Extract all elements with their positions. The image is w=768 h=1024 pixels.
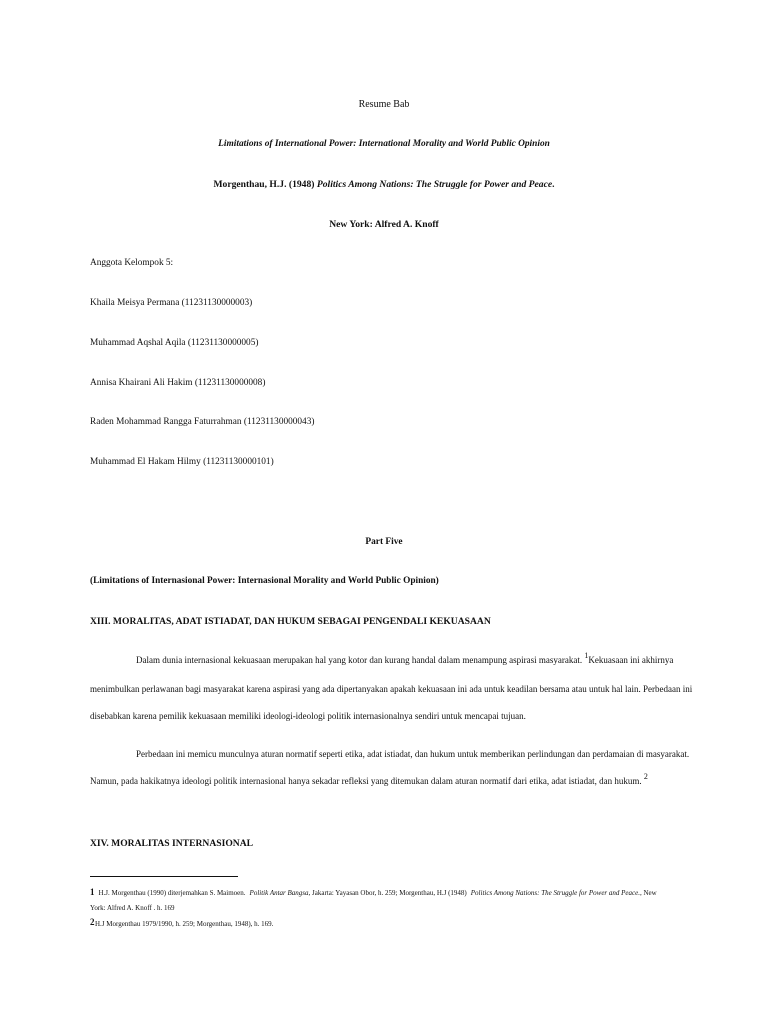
footnote-number: 2 <box>90 917 95 927</box>
footnote-text: , New <box>640 889 657 897</box>
paragraph-1-line-3: disebabkan karena pemilik kekuasaan memiliki ideologi-ideologi politik internasionalnya sendiri untuk mencapai tujuan. <box>90 711 526 721</box>
paragraph-2-line-1: Perbedaan ini memicu munculnya aturan normatif seperti etika, adat istiadat, dan hukum untuk memberikan perlindungan dan perdamaian di masyarakat. <box>136 749 690 759</box>
citation-line <box>0 179 768 190</box>
paragraph-text: Kekuasaan ini akhirnya <box>588 655 674 665</box>
member-item: Khaila Meisya Permana (11231130000003) <box>90 298 253 308</box>
footnote-text: Politics Among Nations: The Struggle for Power and Peace. <box>470 889 640 897</box>
footnote-2-text: H.J Morgenthau 1979/1990, h. 259; Morgenthau, 1948), h. 169. <box>95 920 274 928</box>
paragraph-1-line-2: menimbulkan perlawanan bagi masyarakat karena aspirasi yang ada dipertanyakan apakah kekuasaan ini ada untuk keadilan bersama atau untuk hal lain. Perbedaan ini <box>90 684 693 694</box>
member-item: Muhammad El Hakam Hilmy (11231130000101) <box>90 457 274 467</box>
publisher-line: New York: Alfred A. Knoff <box>329 219 439 230</box>
citation-end: . <box>552 179 555 190</box>
paragraph-2-line-2 <box>90 772 648 786</box>
footnote-ref-1[interactable]: 1 <box>584 651 589 660</box>
footnote-separator <box>90 876 238 877</box>
members-label: Anggota Kelompok 5: <box>90 258 174 268</box>
chapter-title: Limitations of International Power: International Morality and World Public Opinion <box>218 139 550 149</box>
footnote-text: , Jakarta: Yayasan Obor, h. 259; Morgenthau, H.J (1948) <box>308 889 467 897</box>
footnote-1 <box>90 882 657 900</box>
paragraph-1-line-1 <box>136 651 674 665</box>
footnote-text: H.J. Morgenthau (1990) diterjemahkan S. Maimoen. <box>98 889 246 897</box>
paragraph-text: Dalam dunia internasional kekuasaan merupakan hal yang kotor dan kurang handal dalam menampung aspirasi masyarakat. <box>136 655 583 665</box>
footnote-number: 1 <box>90 887 95 897</box>
footnote-ref-2[interactable]: 2 <box>643 772 648 781</box>
member-item: Annisa Khairani Ali Hakim (11231130000008) <box>90 378 266 388</box>
resume-label: Resume Bab <box>358 99 410 110</box>
citation-author: Morgenthau, H.J. (1948) <box>213 179 315 190</box>
section-heading-14: XIV. MORALITAS INTERNASIONAL <box>90 838 254 849</box>
footnote-text: Politik Antar Bangsa <box>249 889 309 897</box>
part-subtitle: (Limitations of Internasional Power: Internasional Morality and World Public Opinion) <box>90 576 439 586</box>
paragraph-text: Namun, pada hakikatnya ideologi politik internasional hanya sekadar refleksi yang ditemukan dalam aturan normatif dari etika, adat istiadat, dan hukum. <box>90 776 642 786</box>
footnote-1-line-2: York: Alfred A. Knoff . h. 169 <box>90 904 175 912</box>
member-item: Muhammad Aqshal Aqila (11231130000005) <box>90 338 259 348</box>
citation-book: Politics Among Nations: The Struggle for Power and Peace <box>316 179 553 190</box>
section-heading-13: XIII. MORALITAS, ADAT ISTIADAT, DAN HUKUM SEBAGAI PENGENDALI KEKUASAAN <box>90 616 491 627</box>
footnote-2 <box>90 913 95 929</box>
member-item: Raden Mohammad Rangga Faturrahman (11231130000043) <box>90 417 315 427</box>
part-title: Part Five <box>365 537 403 547</box>
